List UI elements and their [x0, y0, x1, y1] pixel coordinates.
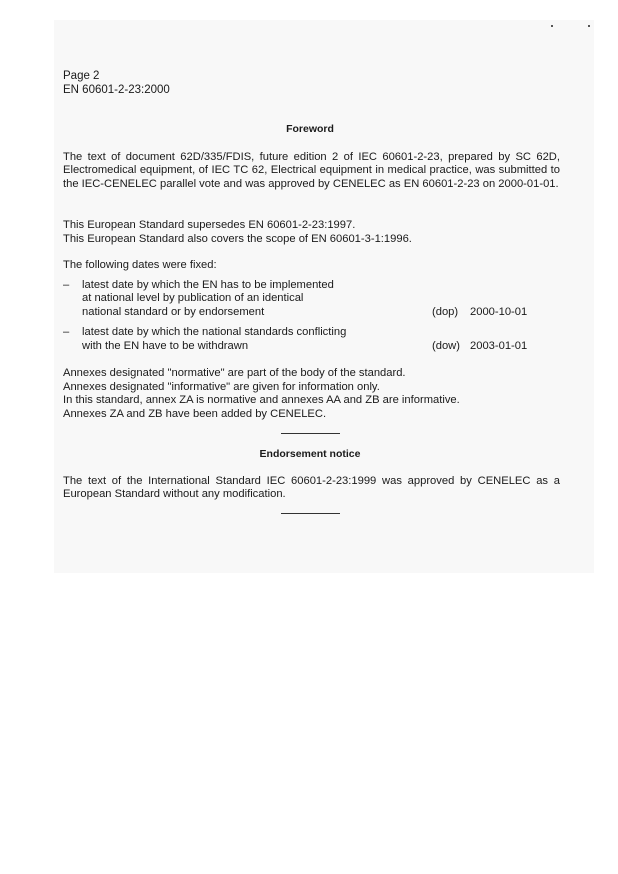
foreword-intro: The text of document 62D/335/FDIS, future edition 2 of IEC 60601-2-23, prepared by SC 62D, Electromedical equipment, of IEC TC 62, Electrical equipment in medical practice, was submitted to the IEC-CENELEC parallel vote and was approved by CENELEC as EN 60601-2-23 on 2000-01-01. [63, 151, 560, 190]
annex-note: Annexes ZA and ZB have been added by CENELEC. [63, 408, 327, 420]
section-divider [281, 433, 340, 434]
date-value: 2000-10-01 [470, 306, 528, 318]
date-entry-text-line: latest date by which the national standards conflicting [82, 326, 347, 338]
date-entry-text-line: national standard or by endorsement [82, 306, 265, 318]
foreword-heading: Foreword [286, 123, 334, 135]
date-code: (dop) [432, 306, 459, 318]
annex-note: Annexes designated "informative" are given for information only. [63, 381, 380, 393]
page-number: Page 2 [63, 70, 100, 82]
date-entry-text-line: latest date by which the EN has to be implemented [82, 279, 334, 291]
list-dash: – [63, 279, 70, 291]
endorsement-text: The text of the International Standard IEC 60601-2-23:1999 was approved by CENELEC as a European Standard without any modification. [63, 475, 560, 501]
date-code: (dow) [432, 340, 460, 352]
annex-note: In this standard, annex ZA is normative and annexes AA and ZB are informative. [63, 394, 460, 406]
end-divider [281, 513, 340, 514]
date-entry-text-line: with the EN have to be withdrawn [82, 340, 249, 352]
endorsement-heading: Endorsement notice [259, 448, 361, 460]
supersedes-statement: This European Standard supersedes EN 60601-2-23:1997. [63, 219, 356, 231]
standard-reference: EN 60601-2-23:2000 [63, 84, 170, 96]
annex-note: Annexes designated "normative" are part of the body of the standard. [63, 367, 406, 379]
date-value: 2003-01-01 [470, 340, 528, 352]
date-entry-text-line: at national level by publication of an identical [82, 292, 304, 304]
dates-intro: The following dates were fixed: [63, 259, 217, 271]
scan-speck [588, 25, 590, 27]
scope-statement: This European Standard also covers the scope of EN 60601-3-1:1996. [63, 233, 412, 245]
scan-speck [551, 25, 553, 27]
list-dash: – [63, 326, 70, 338]
